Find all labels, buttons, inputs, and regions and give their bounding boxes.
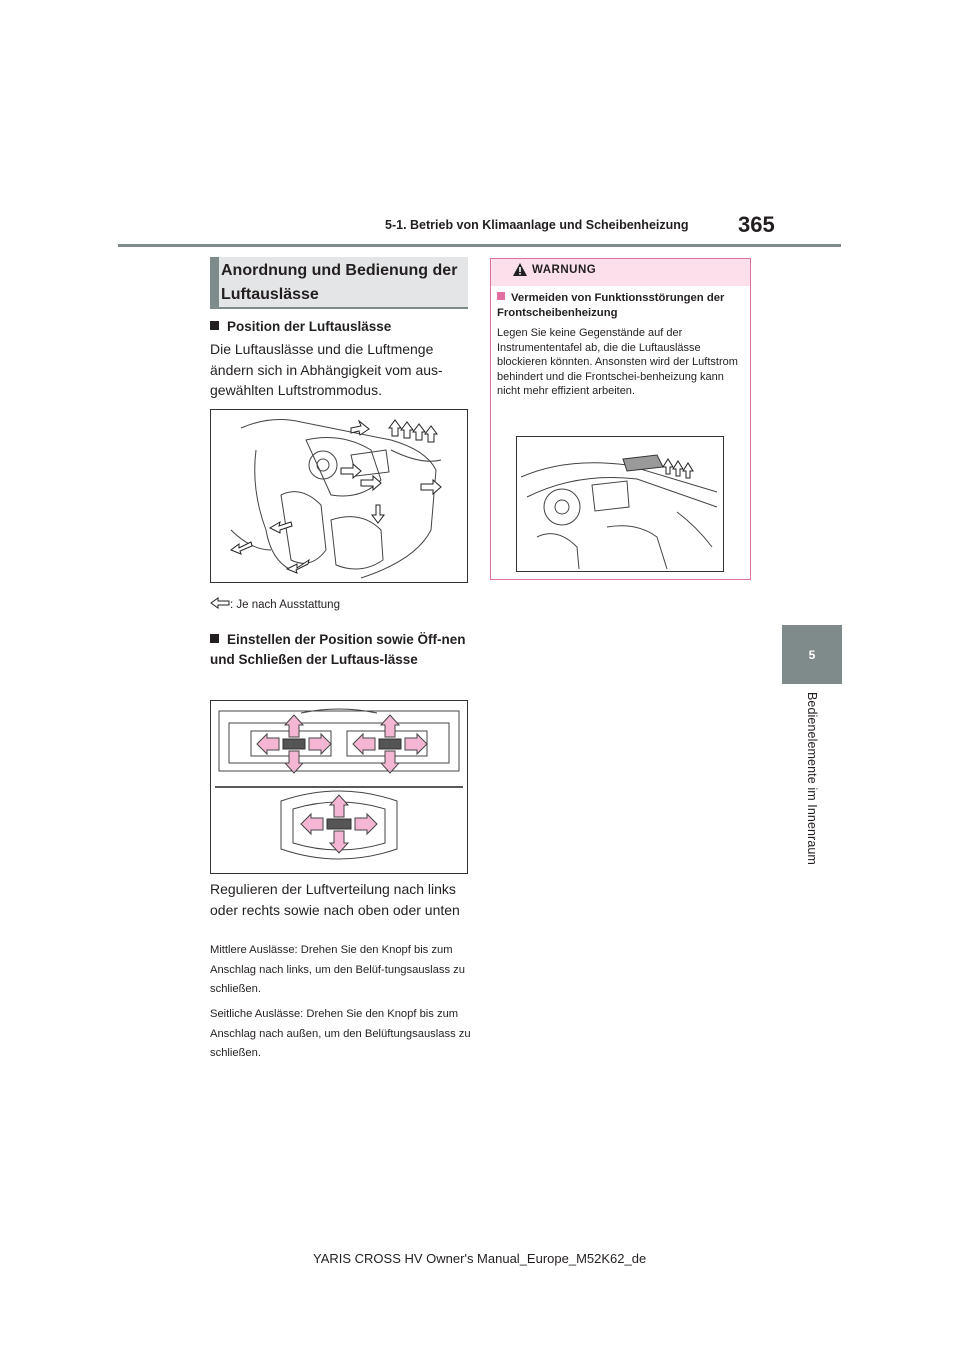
vents-illustration: [211, 701, 467, 873]
footer-text: YARIS CROSS HV Owner's Manual_Europe_M52K62_de: [313, 1251, 647, 1266]
equipment-note: : Je nach Ausstattung: [210, 597, 340, 611]
bullet-square-icon: [210, 321, 219, 330]
center-vent-note: Mittlere Auslässe: Drehen Sie den Knopf bis zum Anschlag nach links, um den Belüf-tungsauslass zu schließen.: [210, 944, 465, 995]
warning-triangle-icon: [512, 262, 528, 277]
chapter-number: 5: [808, 647, 816, 662]
section-title: Anordnung und Bedienung der Luftauslässe: [221, 262, 458, 303]
dashboard-illustration: [517, 437, 723, 571]
interior-illustration: [211, 410, 467, 582]
position-text: Die Luftauslässe und die Luftmenge ändern sich in Abhängigkeit vom aus-gewählten Luftstrommodus.: [210, 341, 443, 398]
arrow-legend-icon: [210, 597, 230, 609]
warning-text: Legen Sie keine Gegenstände auf der Instrumententafel ab, die die Luftauslässe blockieren könnten. Ansonsten wird der Luftstrom behindert und die Frontschei-benheizung kann nicht mehr effizient arbeiten.: [497, 327, 738, 397]
position-heading: Position der Luftauslässe: [210, 317, 468, 337]
warning-subheading: Vermeiden von Funktionsstörungen der Frontscheibenheizung: [497, 292, 725, 319]
warning-title: WARNUNG: [532, 264, 597, 276]
chapter-tab: [782, 625, 842, 684]
adjust-heading: Einstellen der Position sowie Öff-nen und Schließen der Luftaus-lässe: [210, 632, 466, 667]
warning-header: [491, 259, 750, 286]
chapter-title: Bedienelemente im Innenraum: [805, 692, 819, 865]
vent-adjust-figure: [210, 700, 468, 874]
dashboard-figure: [516, 436, 724, 572]
pink-bullet-icon: [497, 292, 505, 300]
side-vent-note: Seitliche Auslässe: Drehen Sie den Knopf bis zum Anschlag nach außen, um den Belüftungsauslass zu schließen.: [210, 1008, 471, 1059]
airflow-interior-figure: [210, 409, 468, 583]
bullet-square-icon: [210, 634, 219, 643]
page-number: 365: [738, 212, 775, 237]
running-head: 5-1. Betrieb von Klimaanlage und Scheibenheizung: [385, 218, 689, 232]
adjust-text: Regulieren der Luftverteilung nach links oder rechts sowie nach oben oder unten: [210, 881, 460, 918]
header-rule: [118, 244, 841, 247]
